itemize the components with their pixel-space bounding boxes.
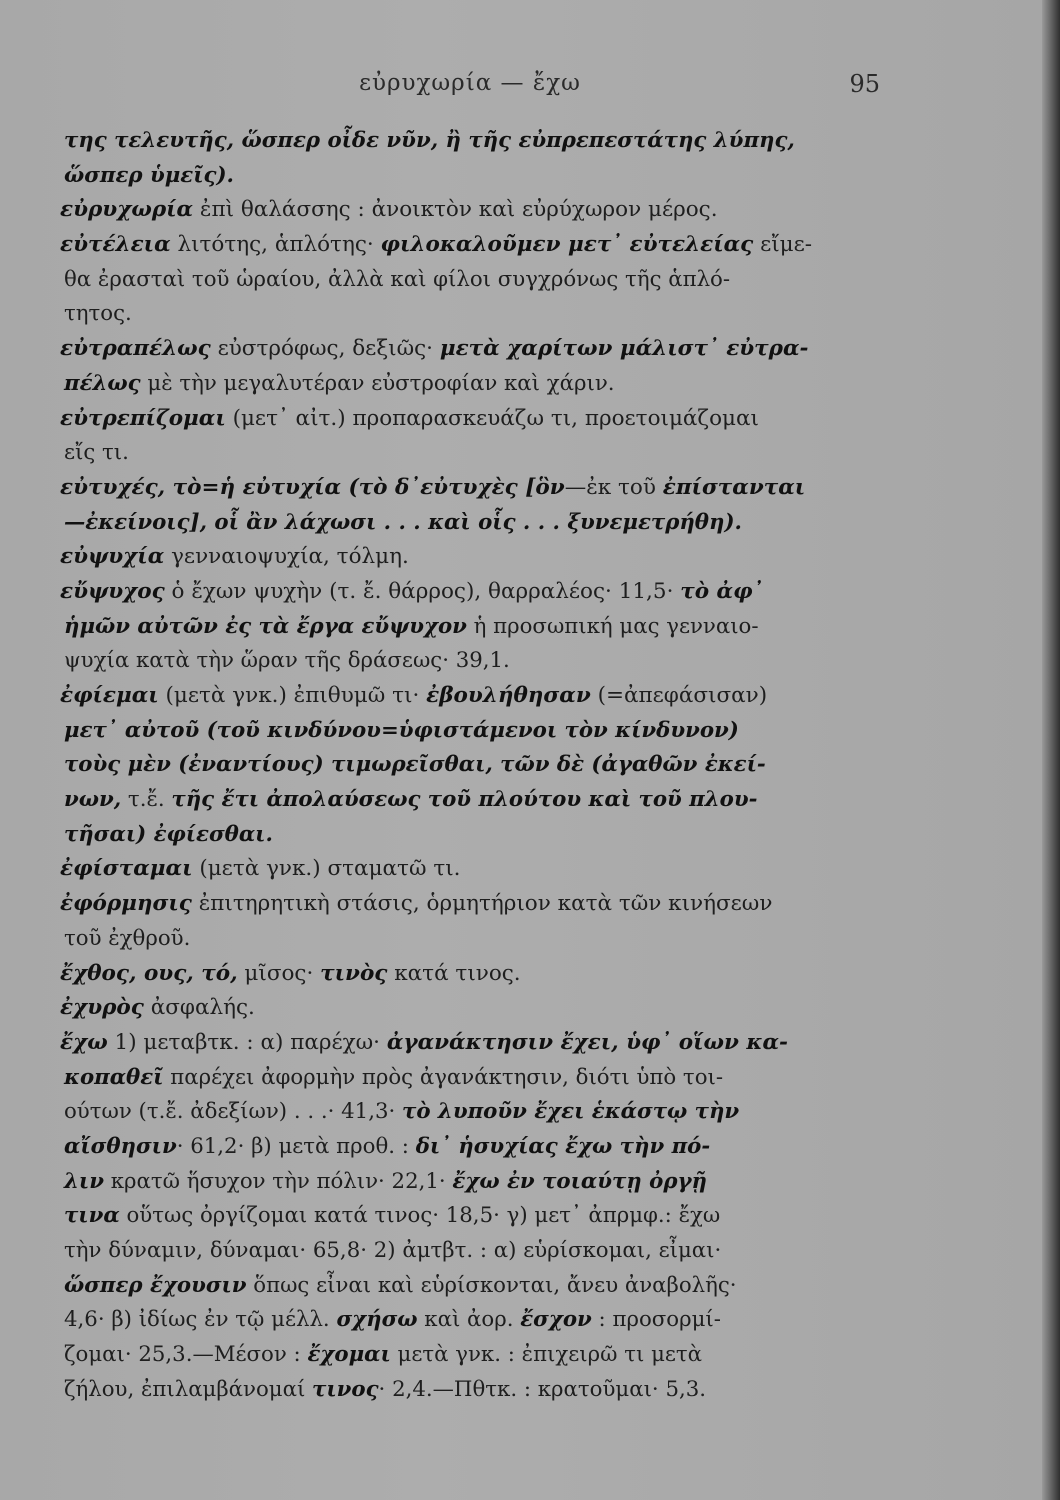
definition-text: εἴς τι. [64,440,129,466]
definition-text: μὲ τὴν μεγαλυτέραν εὐστροφίαν καὶ χάριν. [140,370,615,396]
bold-term: ἔχω ἐν τοιαύτῃ ὀργῇ [452,1168,707,1194]
text-line [60,887,880,922]
bold-term: ἐφίσταμαι [60,856,193,882]
text-line [60,1095,880,1130]
text-line [60,1269,880,1304]
definition-text: λιτότης, ἁπλότης· [170,232,381,258]
definition-text: · 61,2· β) μετὰ προθ. : [176,1133,416,1159]
definition-text: ἡ προσωπική μας γενναιο- [466,613,759,639]
text-line [60,1338,880,1373]
bold-term: τοὺς μὲν (ἐναντίους) τιμωρεῖσθαι, τῶν δὲ (ἀγαθῶν ἐκεί- [64,752,766,778]
bold-term: εὐρυχωρία [60,197,194,223]
text-line [60,402,880,437]
bold-term: πέλως [64,370,141,396]
definition-text: ούτων (τ.ἔ. ἀδεξίων) . . .· 41,3· [64,1099,403,1125]
bold-term: ἔχομαι [307,1342,391,1368]
text-line [60,436,880,471]
text-line [60,506,880,541]
definition-text: : προσορμί- [591,1307,721,1333]
bold-term: εὔψυχος [60,578,165,604]
definition-text: (=ἀπεφάσισαν) [590,683,768,708]
definition-text: τητος. [64,301,132,327]
bold-term: ἐχυρὸς [60,995,144,1021]
text-line [60,1234,880,1269]
text-line [60,679,880,714]
definition-text: 4,6· β) ἰδίως ἐν τῷ μέλλ. [64,1307,337,1333]
definition-text: τοῦ ἐχθροῦ. [64,925,191,951]
text-line [60,644,880,679]
definition-text: ψυχία κατὰ τὴν ὥραν τῆς δράσεως· 39,1. [64,648,510,674]
text-line [60,124,880,159]
definition-text: γενναιοψυχία, τόλμη. [164,544,409,570]
bold-term: ὥσπερ ὑμεῖς). [64,162,234,188]
text-line [60,540,880,575]
bold-term: μετ᾽ αὐτοῦ (τοῦ κινδύνου=ὑφιστάμενοι τὸν κίνδυνον) [64,717,739,743]
definition-text: (μετὰ γνκ.) ἐπιθυμῶ τι· [158,683,427,708]
definition-text: εὐστρόφως, δεξιῶς· [210,336,440,362]
definition-text: καὶ ἀορ. [417,1307,521,1333]
bold-term: τῆσαι) ἐφίεσθαι. [64,821,273,847]
page-number: 95 [849,70,880,98]
text-line [60,991,880,1026]
definition-text: ἀσφαλής. [143,995,255,1021]
definition-text: εἴμε- [753,232,813,258]
bold-term: ὥσπερ ἔχουσιν [64,1272,247,1298]
text-line [60,957,880,992]
definition-text: μετὰ γνκ. : ἐπιχειρῶ τι μετὰ [390,1342,703,1368]
dictionary-text [60,124,880,1407]
text-line [60,193,880,228]
bold-term: ἐπίστανται [662,474,806,500]
bold-term: ἔσχον [520,1307,592,1333]
text-line [60,1303,880,1338]
text-line [60,783,880,818]
text-line [60,367,880,402]
definition-text: —ἐκ τοῦ [564,474,663,500]
definition-text: ὅπως εἶναι καὶ εὑρίσκονται, ἄνευ ἀναβολῆς· [246,1272,737,1298]
text-line [60,1165,880,1200]
text-line [60,852,880,887]
running-head: εὐρυχωρία — ἔχω [359,70,581,96]
text-line [60,332,880,367]
definition-text: ζομαι· 25,3.—Μέσον : [64,1342,308,1368]
bold-term: εὐψυχία [60,544,165,570]
bold-term: εὐτυχές, τὸ=ἡ εὐτυχία (τὸ δ᾽εὐτυχὲς [ὃν [60,474,565,500]
book-spine-shadow [1042,0,1060,1500]
text-line [60,1130,880,1165]
definition-text: κατά τινος. [387,960,521,986]
bold-term: τὸ λυποῦν ἔχει ἑκάστῳ τὴν [402,1099,740,1125]
bold-term: κοπαθεῖ [64,1064,164,1090]
text-line [60,228,880,263]
definition-text: ζήλου, ἐπιλαμβάνομαί [64,1376,313,1402]
bold-term: της τελευτῆς, ὥσπερ οἶδε νῦν, ἢ τῆς εὐπρεπεστάτης λύπης, [64,128,795,153]
definition-text: ἐπὶ θαλάσσης : ἀνοικτὸν καὶ εὐρύχωρον μέρος. [193,197,718,223]
bold-term: λιν [64,1168,104,1194]
text-line [60,922,880,957]
definition-text: ὁ ἔχων ψυχὴν (τ. ἔ. θάρρος), θαρραλέος· 11,5· [164,578,681,604]
bold-term: ἔχω [60,1029,108,1055]
text-line [60,471,880,506]
bold-term: εὐτρεπίζομαι [60,405,226,431]
text-line [60,1061,880,1096]
page-header [60,66,880,106]
bold-term: ἔχθος, ους, τό, [60,960,238,986]
text-line [60,263,880,298]
bold-term: νων, [64,787,122,813]
bold-term: ξυνεμετρήθη). [567,509,742,535]
text-line [60,818,880,853]
bold-term: τινὸς [320,960,388,986]
definition-text: μῖσος· [237,960,321,986]
definition-text: παρέχει ἀφορμὴν πρὸς ἀγανάκτησιν, διότι ὑπὸ τοι- [163,1064,724,1090]
bold-term: φιλοκαλοῦμεν μετ᾽ εὐτελείας [380,232,754,258]
bold-term: τινος [312,1376,379,1402]
definition-text: τ.ἔ. [121,787,172,813]
bold-term: τῆς ἔτι ἀπολαύσεως τοῦ πλούτου καὶ τοῦ πλου- [171,787,758,813]
text-line [60,748,880,783]
definition-text: οὕτως ὀργίζομαι κατά τινος· 18,5· γ) μετ᾽ ἀπρμφ.: ἔχω [119,1203,721,1229]
text-line [60,610,880,645]
bold-term: τὸ ἀφ᾽ [680,578,764,604]
bold-term: τινα [64,1203,120,1229]
definition-text: (μετὰ γνκ.) σταματῶ τι. [192,856,461,882]
text-line [60,297,880,332]
bold-term: ἡμῶν αὐτῶν ἐς τὰ ἔργα εὔψυχον [64,613,467,639]
bold-term: —ἐκείνοις], οἷ ἂν λάχωσι . . . καὶ οἷς . . . [64,509,568,535]
text-line [60,159,880,194]
text-line [60,714,880,749]
text-line [60,1373,880,1408]
bold-term: εὐτέλεια [60,232,171,258]
text-line [60,1026,880,1061]
bold-term: ἐφόρμησις [60,891,192,917]
bold-term: δι᾽ ἡσυχίας ἔχω τὴν πό- [415,1133,711,1159]
definition-text: ἐπιτηρητικὴ στάσις, ὁρμητήριον κατὰ τῶν κινήσεων [191,891,773,917]
bold-term: μετὰ χαρίτων μάλιστ᾽ εὐτρα- [439,336,809,362]
definition-text: θα ἐρασταὶ τοῦ ὡραίου, ἀλλὰ καὶ φίλοι συγχρόνως τῆς ἁπλό- [64,266,731,292]
bold-term: ἀγανάκτησιν ἔχει, ὑφ᾽ οἵων κα- [386,1029,788,1055]
text-line [60,1199,880,1234]
bold-term: εὐτραπέλως [60,336,211,362]
definition-text: (μετ᾽ αἰτ.) προπαρασκευάζω τι, προετοιμάζομαι [225,405,759,431]
bold-term: αἴσθησιν [64,1133,177,1159]
bold-term: ἐφίεμαι [60,683,159,708]
text-line [60,575,880,610]
bold-term: ἐβουλήθησαν [426,683,591,708]
bold-term: σχήσω [336,1307,418,1333]
definition-text: τὴν δύναμιν, δύναμαι· 65,8· 2) ἀμτβτ. : α) εὑρίσκομαι, εἶμαι· [64,1238,722,1263]
definition-text: κρατῶ ἥσυχον τὴν πόλιν· 22,1· [103,1168,453,1194]
definition-text: 1) μεταβτκ. : α) παρέχω· [107,1029,387,1055]
definition-text: · 2,4.—Πθτκ. : κρατοῦμαι· 5,3. [378,1376,707,1402]
